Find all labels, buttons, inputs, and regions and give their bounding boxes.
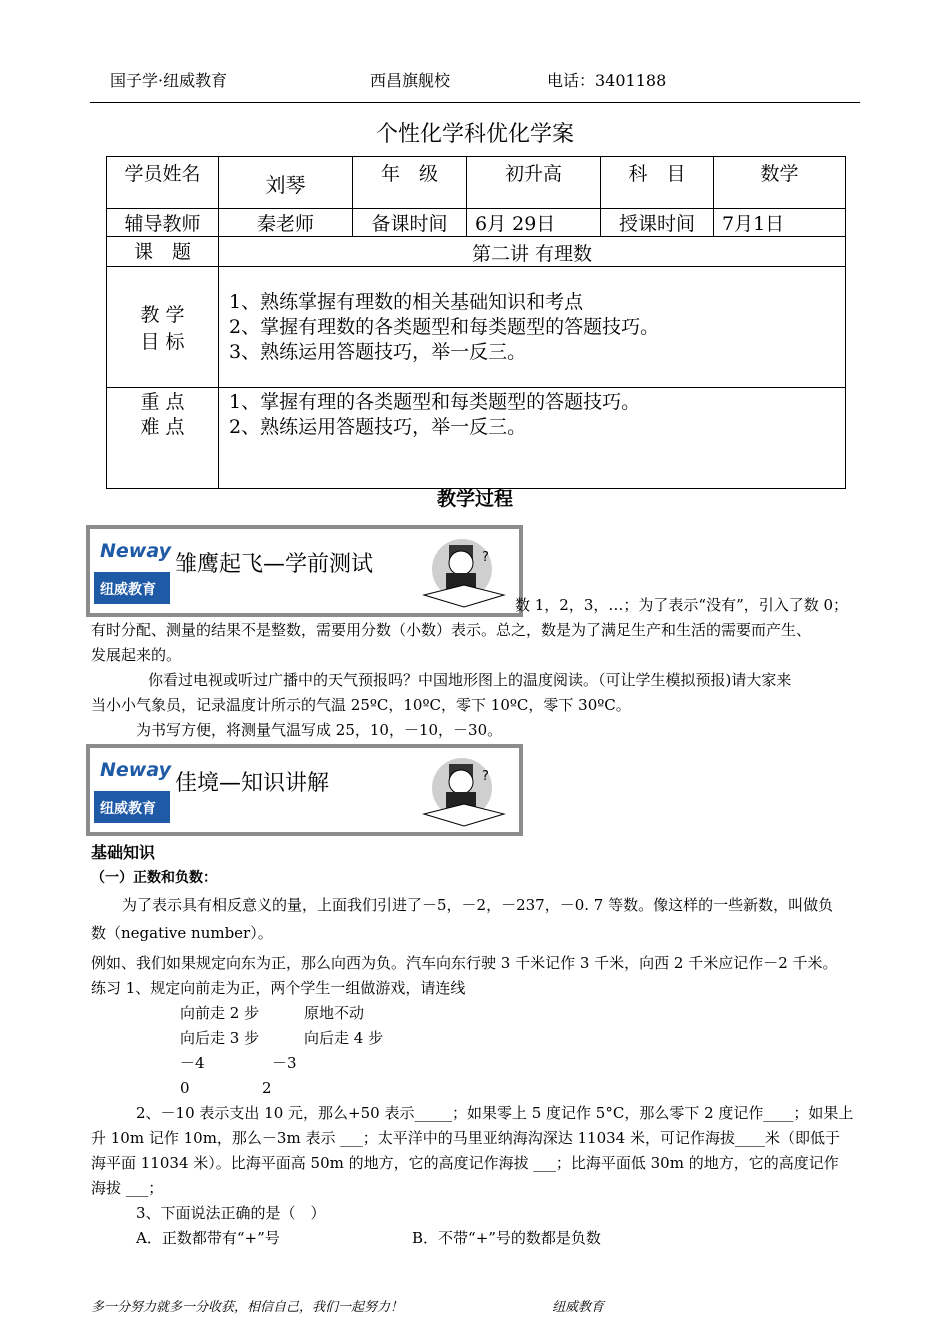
- match-right-2: 向后走 4 步: [304, 1029, 384, 1047]
- grade-value: 初升高: [467, 157, 601, 209]
- logo-text-cn: 纽威教育: [100, 582, 156, 598]
- intro-line3: 发展起来的。: [91, 646, 182, 664]
- reading-person-icon: [418, 754, 510, 828]
- intro-line1-tail: 数 1，2，3，…；为了表示“没有”，引入了数 0；: [515, 596, 849, 614]
- grade-label: 年 级: [353, 157, 467, 209]
- basics-p2: 例如、我们如果规定向东为正，那么向西为负。汽车向东行驶 3 千米记作 3 千米，向西 2 千米应记作－2 千米。: [91, 954, 838, 972]
- footer-brand: 纽威教育: [552, 1300, 605, 1315]
- match-left-4: 0: [180, 1079, 190, 1097]
- topic-label: 课 题: [107, 237, 219, 267]
- intro-p2-line1: 你看过电视或听过广播中的天气预报吗？中国地形图上的温度阅读。（可让学生模拟预报)请大家来: [148, 671, 792, 689]
- key-label-line2: 难 点: [140, 416, 185, 438]
- goals-label: [107, 267, 219, 388]
- section-banner-pretest: [86, 525, 523, 617]
- list-item: 1、掌握有理的各类题型和每类题型的答题技巧。: [229, 391, 641, 413]
- exercise-2-line3: 海平面 11034 米）。比海平面高 50m 的地方，它的高度记作海拔 ___；比海平面低 30m 的地方，它的高度记作: [91, 1154, 839, 1172]
- student-label: 学员姓名: [107, 157, 219, 209]
- info-table: [106, 156, 846, 489]
- key-label: [107, 388, 219, 489]
- exercise-2-line4: 海拔 ___；: [91, 1179, 164, 1197]
- process-title: 教学过程: [436, 488, 513, 510]
- header-divider: [90, 102, 860, 103]
- key-label-line1: 重 点: [140, 391, 185, 413]
- list-item: 1、熟练掌握有理数的相关基础知识和考点: [229, 290, 584, 313]
- page-title: 个性化学科优化学案: [375, 122, 574, 147]
- logo-text-en: Neway: [100, 759, 171, 781]
- header-phone: 电话：3401188: [547, 71, 667, 90]
- teacher-label: 辅导教师: [107, 209, 219, 237]
- exercise-2-line1: 2、－10 表示支出 10 元，那么+50 表示_____；如果零上 5 度记作 5°C，那么零下 2 度记作____；如果上: [136, 1104, 854, 1122]
- option-b: B．不带“+”号的数都是负数: [412, 1229, 601, 1247]
- exercise-3: 3、下面说法正确的是（ ）: [136, 1204, 326, 1222]
- banner-title: 雏鹰起飞—学前测试: [175, 552, 374, 577]
- banner-title: 佳境—知识讲解: [175, 771, 330, 796]
- match-left-2: 向后走 3 步: [180, 1029, 260, 1047]
- header-org: 国子学·纽威教育: [110, 71, 228, 90]
- intro-p2-line2: 当小小气象员，记录温度计所示的气温 25ºC，10ºC，零下 10ºC，零下 30ºC。: [91, 696, 631, 714]
- match-right-1: 原地不动: [304, 1004, 365, 1022]
- svg-text:?: ?: [482, 550, 489, 565]
- match-right-4: 2: [262, 1079, 272, 1097]
- reading-person-icon: [418, 535, 510, 609]
- intro-p3: 为书写方便，将测量气温写成 25，10，－10，－30。: [136, 721, 503, 739]
- subject-label: 科 目: [601, 157, 714, 209]
- intro-line2: 有时分配、测量的结果不是整数，需要用分数（小数）表示。总之，数是为了满足生产和生活的需要而产生、: [91, 621, 812, 639]
- section-banner-lecture: [86, 744, 523, 836]
- prep-date: 6月 29日: [467, 209, 601, 237]
- option-a: A．正数都带有“+”号: [136, 1229, 280, 1247]
- teacher-name: 秦老师: [219, 209, 353, 237]
- goals-label-line1: 教 学: [140, 304, 185, 326]
- list-item: 2、熟练运用答题技巧，举一反三。: [229, 416, 527, 438]
- exercise-2-line2: 升 10m 记作 10m，那么－3m 表示 ___；太平洋中的马里亚纳海沟深达 11034 米，可记作海拔____米（即低于: [91, 1129, 840, 1147]
- basics-p1-line2: 数（negative number）。: [91, 924, 273, 942]
- topic-value: 第二讲 有理数: [219, 237, 846, 267]
- match-right-3: －3: [272, 1054, 297, 1072]
- logo-text-en: Neway: [100, 540, 171, 562]
- subject-value: 数学: [714, 157, 846, 209]
- goals-list: [219, 267, 846, 388]
- svg-text:?: ?: [482, 769, 489, 784]
- student-name: 刘琴: [219, 157, 353, 209]
- key-list: [219, 388, 846, 489]
- goals-label-line2: 目 标: [140, 331, 185, 353]
- match-left-3: －4: [180, 1054, 205, 1072]
- basics-p1-line1: 为了表示具有相反意义的量，上面我们引进了－5，－2，－237，－0. 7 等数。像这样的一些新数，叫做负: [122, 896, 834, 914]
- header-campus: 西昌旗舰校: [370, 71, 451, 90]
- prep-label: 备课时间: [353, 209, 467, 237]
- class-date: 7月1日: [714, 209, 846, 237]
- exercise-1: 练习 1、规定向前走为正，两个学生一组做游戏，请连线: [91, 979, 466, 997]
- basics-subheading: （一）正数和负数：: [91, 870, 217, 886]
- logo-text-cn: 纽威教育: [100, 801, 156, 817]
- class-label: 授课时间: [601, 209, 714, 237]
- basics-heading: 基础知识: [91, 843, 156, 862]
- match-left-1: 向前走 2 步: [180, 1004, 260, 1022]
- neway-logo: [94, 753, 170, 823]
- list-item: 3、熟练运用答题技巧，举一反三。: [229, 340, 527, 363]
- list-item: 2、掌握有理数的各类题型和每类题型的答题技巧。: [229, 315, 660, 338]
- footer-motto: 多一分努力就多一分收获，相信自己，我们一起努力！: [91, 1300, 404, 1315]
- neway-logo: [94, 534, 170, 604]
